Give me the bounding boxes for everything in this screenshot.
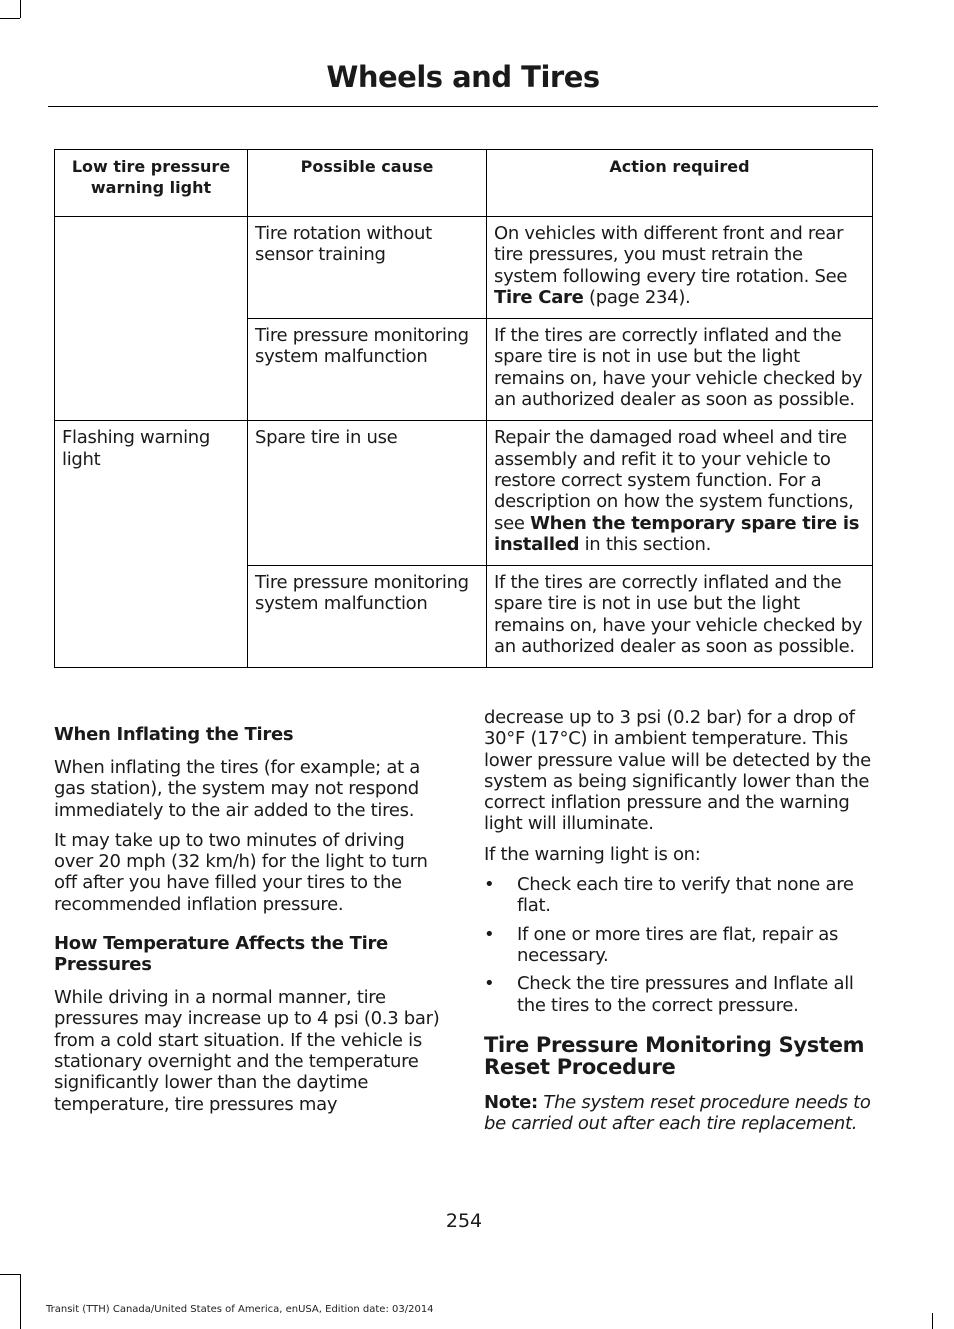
warning-light-cell: Flashing warning light	[55, 421, 248, 668]
header-divider	[48, 106, 878, 107]
page-title: Wheels and Tires	[326, 60, 600, 94]
paragraph: decrease up to 3 psi (0.2 bar) for a drop of 30°F (17°C) in ambient temperature. This lower pressure value will be detected by the system as being significantly lower than the correct inflation pressure and the warning light will illuminate.	[484, 707, 871, 835]
crop-mark	[20, 1274, 21, 1329]
bullet-icon: •	[484, 874, 495, 896]
cause-cell: Tire pressure monitoring system malfunction	[248, 319, 487, 421]
cross-reference-link[interactable]: Tire Care	[494, 286, 584, 308]
paragraph: When inflating the tires (for example; at a gas station), the system may not respond immediately to the air added to the tires.	[54, 757, 420, 821]
action-cell	[487, 421, 873, 566]
list-item-text: Check each tire to verify that none are flat.	[517, 874, 854, 917]
section-heading: How Temperature Affects the Tire Pressures	[54, 933, 388, 976]
note-label: Note:	[484, 1091, 538, 1113]
action-text: (page 234).	[583, 286, 691, 308]
note	[484, 1092, 876, 1135]
bullet-list	[484, 874, 876, 1016]
cause-cell: Spare tire in use	[248, 421, 487, 566]
column-header: Low tire pressure warning light	[55, 150, 248, 217]
paragraph: While driving in a normal manner, tire pressures may increase up to 4 psi (0.3 bar) from a cold start situation. If the vehicle is stationary overnight and the temperature significantly lower than the daytime temperature, tire pressures may	[54, 987, 440, 1115]
list-item	[484, 874, 876, 917]
tpms-table	[54, 149, 873, 668]
list-item	[484, 973, 876, 1016]
action-cell	[487, 217, 873, 319]
table-row	[55, 217, 873, 319]
section-heading: When Inflating the Tires	[54, 724, 294, 745]
action-cell: If the tires are correctly inflated and the spare tire is not in use but the light remains on, have your vehicle checked by an authorized dealer as soon as possible.	[487, 319, 873, 421]
bullet-icon: •	[484, 923, 495, 945]
footer-text: Transit (TTH) Canada/United States of America, enUSA, Edition date: 03/2014	[46, 1304, 434, 1315]
action-cell: If the tires are correctly inflated and the spare tire is not in use but the light remains on, have your vehicle checked by an authorized dealer as soon as possible.	[487, 566, 873, 668]
crop-mark	[0, 18, 20, 19]
paragraph: It may take up to two minutes of driving over 20 mph (32 km/h) for the light to turn off after you have filled your tires to the recommended inflation pressure.	[54, 829, 428, 915]
cross-reference-link[interactable]: When the temporary spare tire is installed	[494, 512, 860, 555]
table-header-row	[55, 150, 873, 217]
crop-mark	[0, 1274, 20, 1275]
warning-light-cell	[55, 217, 248, 421]
crop-mark	[932, 1313, 933, 1329]
left-column	[54, 724, 446, 1124]
column-header: Possible cause	[248, 150, 487, 217]
action-text: in this section.	[579, 533, 712, 555]
paragraph: If the warning light is on:	[484, 843, 701, 865]
section-heading: Tire Pressure Monitoring System Reset Procedure	[484, 1032, 865, 1079]
note-text: The system reset procedure needs to be carried out after each tire replacement.	[484, 1091, 871, 1135]
right-column	[484, 707, 876, 1143]
column-header: Action required	[487, 150, 873, 217]
table-row	[55, 421, 873, 566]
cause-cell: Tire rotation without sensor training	[248, 217, 487, 319]
cause-cell: Tire pressure monitoring system malfunction	[248, 566, 487, 668]
list-item-text: Check the tire pressures and Inflate all the tires to the correct pressure.	[517, 973, 854, 1016]
list-item	[484, 924, 876, 967]
list-item-text: If one or more tires are flat, repair as necessary.	[517, 923, 839, 966]
bullet-icon: •	[484, 973, 495, 995]
action-text: On vehicles with different front and rear tire pressures, you must retrain the system following every tire rotation. See	[494, 223, 848, 287]
action-text: Repair the damaged road wheel and tire assembly and refit it to your vehicle to restore correct system function. For a description on how the system functions, see	[494, 427, 854, 534]
crop-mark	[20, 0, 21, 18]
page-number: 254	[445, 1210, 483, 1232]
